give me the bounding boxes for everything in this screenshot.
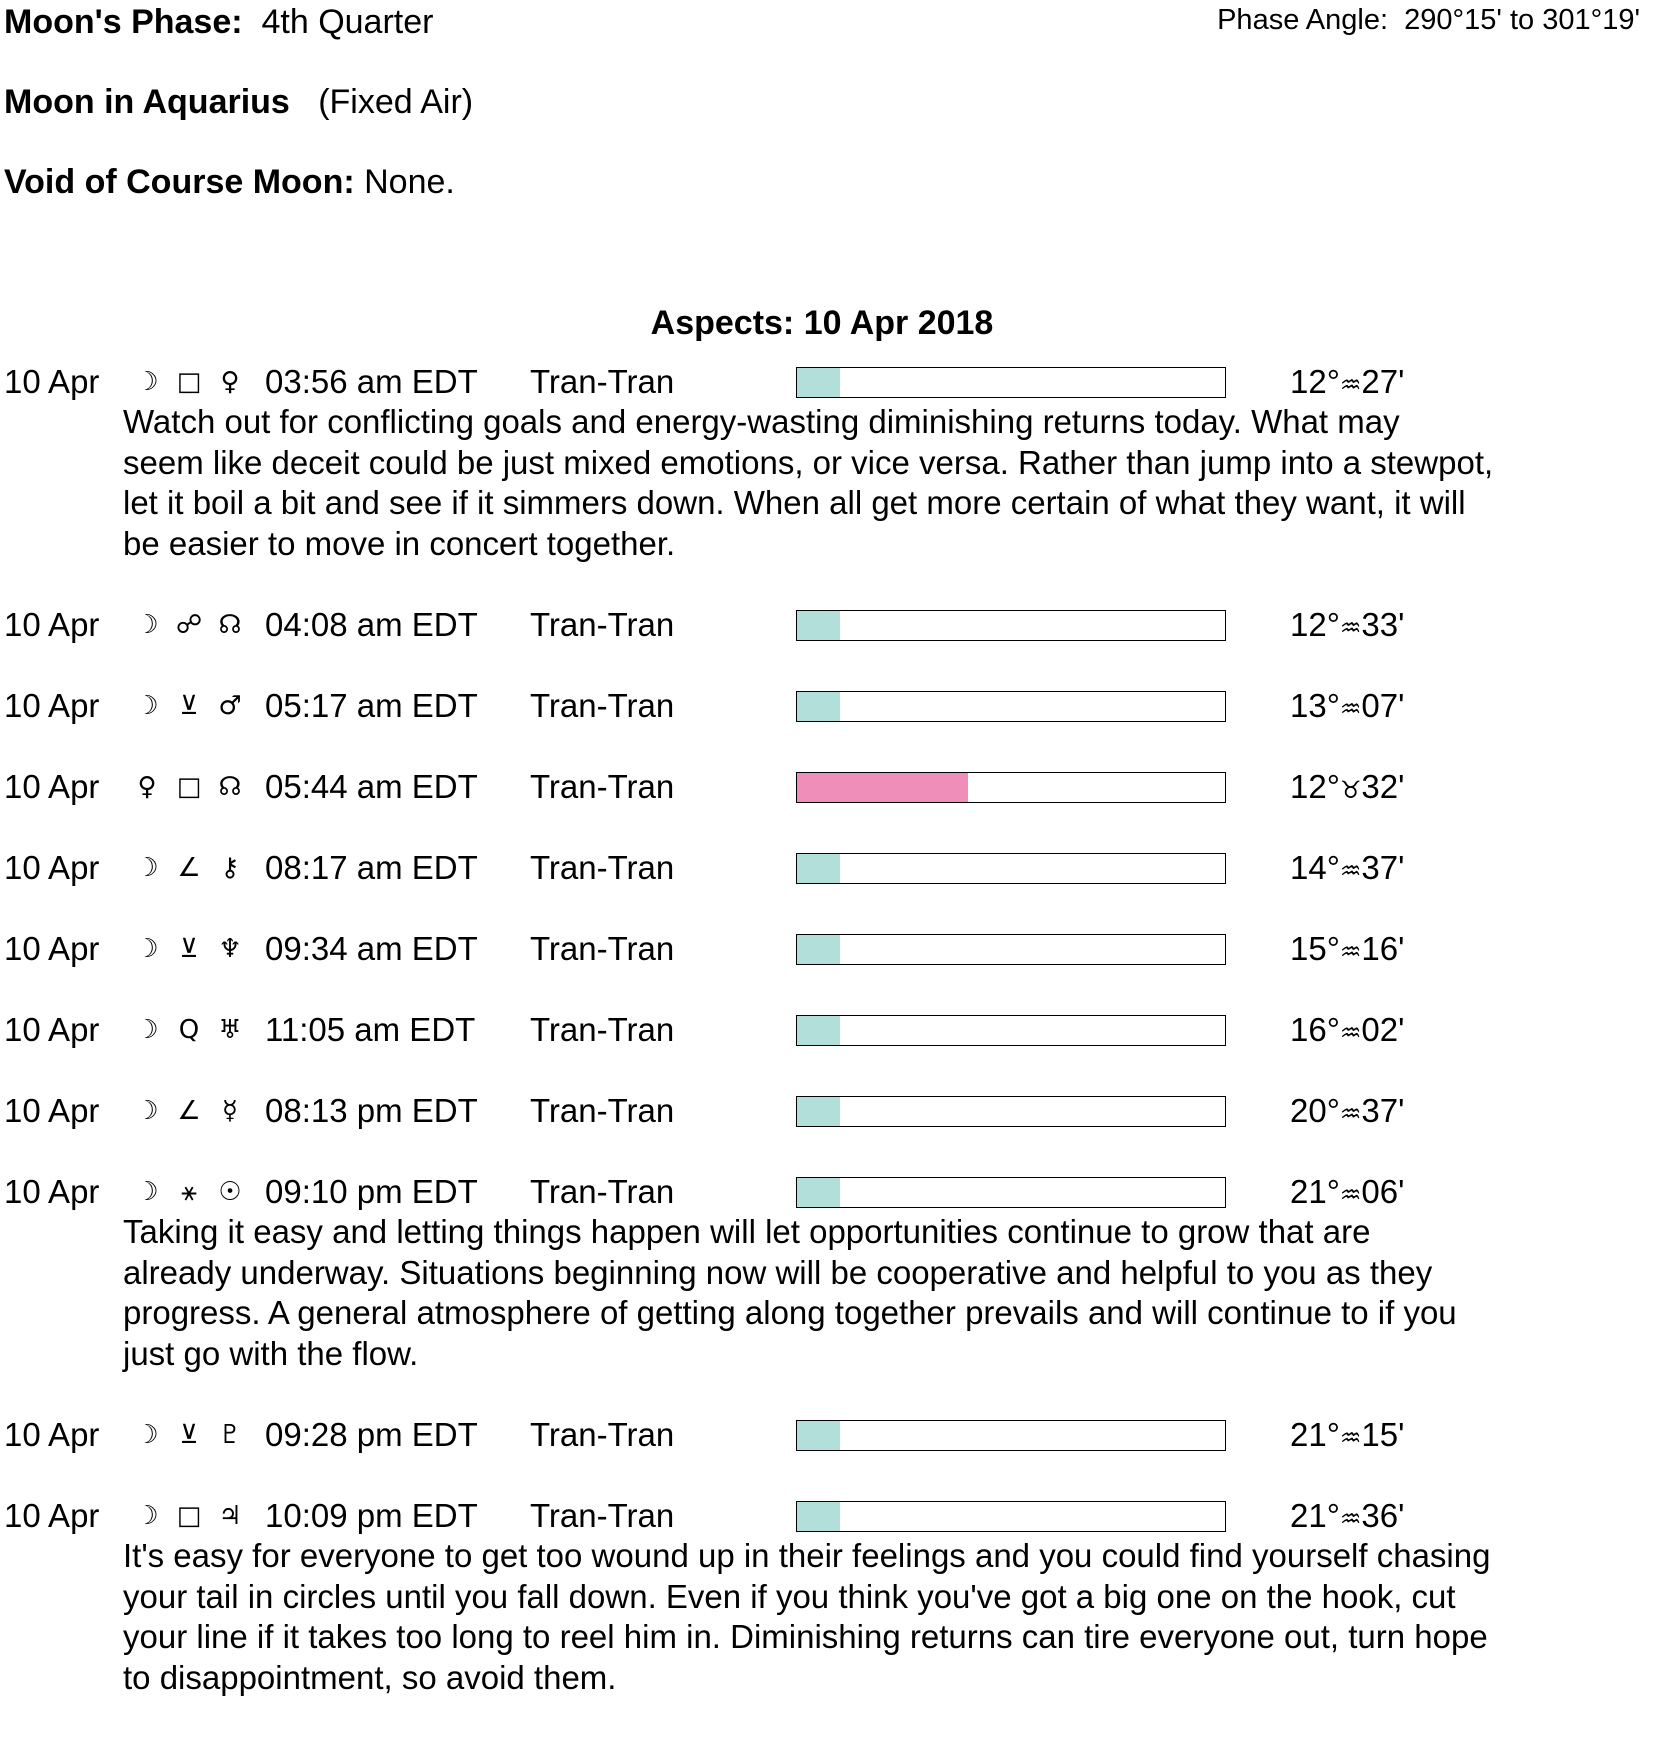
aspect-type: Tran-Tran: [530, 849, 675, 886]
aspect-date: 10 Apr: [4, 1173, 100, 1210]
aspect-line: [0, 929, 1676, 969]
moon-sign-element: (Fixed Air): [318, 83, 474, 121]
venus-icon: ♀: [137, 772, 157, 802]
position-minutes: 37': [1361, 849, 1405, 886]
moon-icon: ☽: [135, 1501, 159, 1531]
position-minutes: 07': [1361, 687, 1405, 724]
aspect-type: Tran-Tran: [530, 1416, 675, 1453]
aspect-type: Tran-Tran: [530, 1092, 675, 1129]
position-degrees: 21°: [1290, 1173, 1340, 1210]
interpretation-line: to disappointment, so avoid them.: [123, 1658, 617, 1696]
aspect-type: Tran-Tran: [530, 1011, 675, 1048]
aquarius-icon: ♒: [1339, 1424, 1362, 1452]
phase-angle: [1217, 2, 1640, 38]
mars-icon: ♂: [218, 691, 242, 721]
uranus-icon: ♅: [218, 1015, 242, 1045]
aspect-date: 10 Apr: [4, 1497, 100, 1534]
aspect-line: [0, 1415, 1676, 1455]
strength-bar: [796, 367, 1226, 398]
strength-bar-fill: [797, 1178, 840, 1207]
aspect-date: 10 Apr: [4, 1092, 100, 1129]
square-icon: □: [176, 772, 202, 802]
aspect-type: Tran-Tran: [530, 687, 675, 724]
strength-bar-fill: [797, 1502, 840, 1531]
square-icon: □: [176, 367, 202, 397]
aquarius-icon: ♒: [1339, 371, 1362, 399]
strength-bar: [796, 1096, 1226, 1127]
aspect-position: [1290, 1172, 1404, 1215]
strength-bar: [796, 610, 1226, 641]
interpretation-line: progress. A general atmosphere of getting along together prevails and will continue to if you: [123, 1294, 1457, 1331]
aspect-position: [1290, 362, 1404, 405]
aspect-type: Tran-Tran: [530, 768, 675, 805]
aspect-line: [0, 767, 1676, 807]
opposition-icon: ☍: [175, 610, 203, 640]
quintile-icon: Q: [178, 1015, 200, 1045]
void-of-course-label: Void of Course Moon:: [4, 163, 355, 201]
jupiter-icon: ♃: [218, 1501, 242, 1531]
phase-angle-value: 290°15' to 301°19': [1404, 4, 1640, 36]
quincunx-icon: ⊻: [179, 934, 199, 964]
strength-bar-fill: [797, 611, 840, 640]
aspect-type: Tran-Tran: [530, 363, 675, 400]
strength-bar-fill: [797, 692, 840, 721]
strength-bar: [796, 1420, 1226, 1451]
position-minutes: 27': [1361, 363, 1405, 400]
square-icon: □: [176, 1501, 202, 1531]
aspect-date: 10 Apr: [4, 1011, 100, 1048]
aspects-title: Aspects: 10 Apr 2018: [650, 304, 994, 342]
aspect-row: [0, 362, 1676, 605]
strength-bar: [796, 691, 1226, 722]
position-minutes: 32': [1361, 768, 1405, 805]
aquarius-icon: ♒: [1339, 1505, 1362, 1533]
aspect-line: [0, 1091, 1676, 1131]
moon-phase-label: Moon's Phase:: [4, 3, 243, 41]
aspect-date: 10 Apr: [4, 849, 100, 886]
aspect-interpretation: [123, 402, 1676, 605]
aspect-type: Tran-Tran: [530, 606, 675, 643]
aspect-time: 10:09 pm EDT: [265, 1497, 478, 1534]
north-node-icon: ☊: [218, 772, 242, 802]
position-minutes: 02': [1361, 1011, 1405, 1048]
aspect-date: 10 Apr: [4, 1416, 100, 1453]
moon-icon: ☽: [135, 1177, 159, 1207]
aspect-date: 10 Apr: [4, 363, 100, 400]
aspect-line: [0, 605, 1676, 645]
position-degrees: 15°: [1290, 930, 1340, 967]
interpretation-line: your line if it takes too long to reel him in. Diminishing returns can tire everyone out, turn hope: [123, 1618, 1488, 1655]
interpretation-line: be easier to move in concert together.: [123, 524, 676, 562]
aspects-list: [0, 362, 1676, 1739]
position-degrees: 12°: [1290, 606, 1340, 643]
taurus-icon: ♉: [1339, 776, 1362, 804]
aspect-row: [0, 1415, 1676, 1496]
aspect-row: [0, 1091, 1676, 1172]
void-of-course-value: None.: [364, 163, 455, 201]
aspect-type: Tran-Tran: [530, 1497, 675, 1534]
moon-icon: ☽: [135, 1096, 159, 1126]
moon-icon: ☽: [135, 1420, 159, 1450]
aspect-date: 10 Apr: [4, 606, 100, 643]
phase-angle-label: Phase Angle:: [1217, 4, 1389, 36]
strength-bar-fill: [797, 1097, 840, 1126]
moon-icon: ☽: [135, 610, 159, 640]
aspect-time: 05:17 am EDT: [265, 687, 478, 724]
aquarius-icon: ♒: [1339, 1019, 1362, 1047]
aspect-row: [0, 1172, 1676, 1415]
strength-bar: [796, 1015, 1226, 1046]
strength-bar-fill: [797, 854, 840, 883]
interpretation-line: Watch out for conflicting goals and energy-wasting diminishing returns today. What may: [123, 403, 1400, 440]
aspect-time: 11:05 am EDT: [265, 1011, 476, 1048]
aspect-time: 09:34 am EDT: [265, 930, 478, 967]
position-degrees: 16°: [1290, 1011, 1340, 1048]
quincunx-icon: ⊻: [179, 691, 199, 721]
aspect-type: Tran-Tran: [530, 1173, 675, 1210]
position-minutes: 33': [1361, 606, 1405, 643]
moon-sign-line: [4, 82, 473, 122]
position-degrees: 20°: [1290, 1092, 1340, 1129]
aspect-position: [1290, 686, 1404, 729]
aspect-line: [0, 848, 1676, 888]
north-node-icon: ☊: [218, 610, 242, 640]
chiron-icon: ⚷: [220, 853, 240, 883]
aspect-date: 10 Apr: [4, 768, 100, 805]
void-of-course-line: [4, 162, 455, 202]
aquarius-icon: ♒: [1339, 938, 1362, 966]
strength-bar: [796, 1501, 1226, 1532]
aquarius-icon: ♒: [1339, 1100, 1362, 1128]
interpretation-line: It's easy for everyone to get too wound up in their feelings and you could find yourself chasing: [123, 1537, 1491, 1574]
moon-phase-value: 4th Quarter: [261, 3, 434, 41]
moon-icon: ☽: [135, 367, 159, 397]
venus-icon: ♀: [220, 367, 240, 397]
aquarius-icon: ♒: [1339, 1181, 1362, 1209]
position-minutes: 16': [1361, 930, 1405, 967]
strength-bar-fill: [797, 773, 968, 802]
position-degrees: 14°: [1290, 849, 1340, 886]
aspect-type: Tran-Tran: [530, 930, 675, 967]
aspect-line: [0, 362, 1676, 402]
moon-sign-label: Moon in Aquarius: [4, 83, 290, 121]
aspect-position: [1290, 605, 1404, 648]
aspect-row: [0, 848, 1676, 929]
aquarius-icon: ♒: [1339, 857, 1362, 885]
position-degrees: 13°: [1290, 687, 1340, 724]
moon-phase-line: [4, 2, 433, 42]
position-minutes: 15': [1361, 1416, 1405, 1453]
aspect-line: [0, 686, 1676, 726]
aspect-time: 04:08 am EDT: [265, 606, 478, 643]
semisquare-icon: ∠: [177, 1096, 201, 1126]
strength-bar: [796, 1177, 1226, 1208]
interpretation-line: Taking it easy and letting things happen will let opportunities continue to grow that are: [123, 1213, 1371, 1250]
aspect-time: 08:17 am EDT: [265, 849, 478, 886]
moon-icon: ☽: [135, 1015, 159, 1045]
aquarius-icon: ♒: [1339, 614, 1362, 642]
interpretation-line: already underway. Situations beginning now will be cooperative and helpful to you as they: [123, 1253, 1433, 1291]
position-minutes: 37': [1361, 1092, 1405, 1129]
aspect-position: [1290, 767, 1404, 810]
aspect-time: 08:13 pm EDT: [265, 1092, 478, 1129]
position-degrees: 12°: [1290, 768, 1340, 805]
strength-bar: [796, 853, 1226, 884]
aspect-time: 03:56 am EDT: [265, 363, 478, 400]
position-minutes: 06': [1361, 1173, 1405, 1210]
aspect-row: [0, 1496, 1676, 1739]
strength-bar: [796, 772, 1226, 803]
strength-bar-fill: [797, 1016, 840, 1045]
position-degrees: 21°: [1290, 1416, 1340, 1453]
aspect-row: [0, 767, 1676, 848]
moon-icon: ☽: [135, 934, 159, 964]
aspect-row: [0, 929, 1676, 1010]
aspect-line: [0, 1496, 1676, 1536]
moon-icon: ☽: [135, 691, 159, 721]
interpretation-line: seem like deceit could be just mixed emotions, or vice versa. Rather than jump into a stewpot,: [123, 443, 1494, 481]
sun-icon: ☉: [218, 1177, 242, 1207]
semisquare-icon: ∠: [177, 853, 201, 883]
aspect-position: [1290, 1010, 1404, 1053]
aspect-time: 05:44 am EDT: [265, 768, 478, 805]
pluto-icon: ♇: [218, 1420, 242, 1450]
sextile-icon: ⚹: [181, 1177, 197, 1207]
position-degrees: 12°: [1290, 363, 1340, 400]
neptune-icon: ♆: [218, 934, 242, 964]
aspect-line: [0, 1172, 1676, 1212]
aspect-time: 09:28 pm EDT: [265, 1416, 478, 1453]
interpretation-line: let it boil a bit and see if it simmers down. When all get more certain of what they want, it will: [123, 484, 1466, 521]
mercury-icon: ☿: [222, 1096, 238, 1126]
aspect-position: [1290, 929, 1404, 972]
aspect-position: [1290, 848, 1404, 891]
aspect-row: [0, 605, 1676, 686]
aspect-position: [1290, 1496, 1404, 1539]
strength-bar: [796, 934, 1226, 965]
aspect-position: [1290, 1091, 1404, 1134]
aspect-position: [1290, 1415, 1404, 1458]
strength-bar-fill: [797, 368, 840, 397]
aspect-time: 09:10 pm EDT: [265, 1173, 478, 1210]
aspect-interpretation: [123, 1536, 1676, 1739]
moon-icon: ☽: [135, 853, 159, 883]
interpretation-line: your tail in circles until you fall down. Even if you think you've got a big one on the hook, cut: [123, 1577, 1456, 1615]
quincunx-icon: ⊻: [179, 1420, 199, 1450]
aspect-row: [0, 686, 1676, 767]
aspect-line: [0, 1010, 1676, 1050]
position-degrees: 21°: [1290, 1497, 1340, 1534]
position-minutes: 36': [1361, 1497, 1405, 1534]
strength-bar-fill: [797, 1421, 840, 1450]
strength-bar-fill: [797, 935, 840, 964]
aspect-row: [0, 1010, 1676, 1091]
aspect-date: 10 Apr: [4, 930, 100, 967]
aspect-interpretation: [123, 1212, 1676, 1415]
aquarius-icon: ♒: [1339, 695, 1362, 723]
aspect-date: 10 Apr: [4, 687, 100, 724]
interpretation-line: just go with the flow.: [123, 1334, 419, 1372]
